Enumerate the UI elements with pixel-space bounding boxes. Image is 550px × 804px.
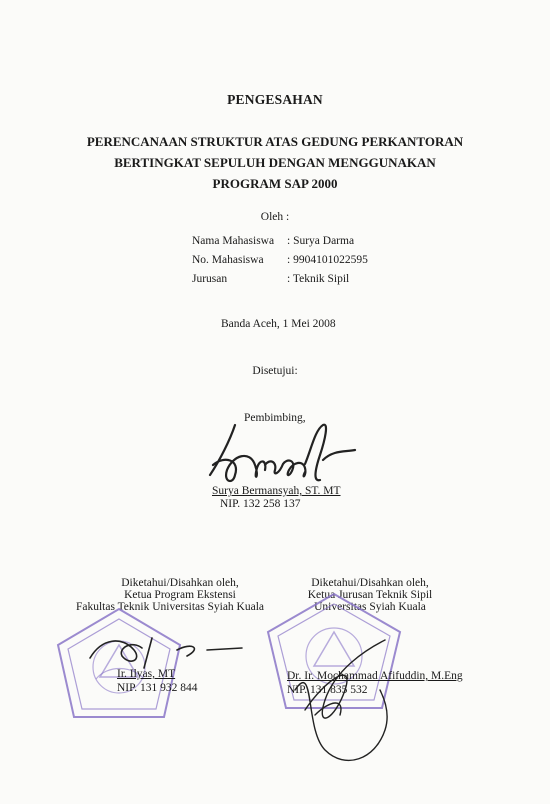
left-signatory-name: Ir. Ilyas, MT [117,668,176,680]
right-signatory-name: Dr. Ir. Mochammad Afifuddin, M.Eng [287,670,463,682]
thesis-title-line: BERTINGKAT SEPULUH DENGAN MENGGUNAKAN [114,155,436,170]
info-value: : 9904101022595 [287,254,368,266]
left-signature [82,628,252,673]
info-value: : Teknik Sipil [287,273,350,285]
right-line3: Universitas Syiah Kuala [314,601,426,613]
info-row [192,254,368,273]
supervisor-signature [205,420,365,495]
left-signatory-nip: NIP. 131 932 844 [117,682,198,694]
right-line1: Diketahui/Disahkan oleh, [311,577,429,589]
supervisor-name: Surya Bermansyah, ST. MT [212,485,341,497]
right-signatory-nip: NIP. 131 835 532 [287,684,368,696]
info-row [192,273,368,292]
supervisor-role: Pembimbing, [244,412,306,424]
thesis-title-line: PERENCANAAN STRUKTUR ATAS GEDUNG PERKANTORAN [86,134,464,149]
left-line2: Ketua Program Ekstensi [124,589,236,601]
info-value: : Surya Darma [287,235,355,247]
left-line1: Diketahui/Disahkan oleh, [121,577,239,589]
info-key: No. Mahasiswa [192,254,264,266]
right-signature [285,620,425,780]
right-line2: Ketua Jurusan Teknik Sipil [307,589,433,601]
info-key: Nama Mahasiswa [192,235,275,247]
by-label: Oleh : [260,211,290,223]
place-date: Banda Aceh, 1 Mei 2008 [221,318,336,330]
thesis-title-line: PROGRAM SAP 2000 [212,176,338,191]
supervisor-nip: NIP. 132 258 137 [220,498,301,510]
approved-label: Disetujui: [252,365,298,377]
info-key: Jurusan [192,273,228,285]
thesis-title [0,131,550,194]
student-info [192,235,368,292]
left-line3: Fakultas Teknik Universitas Syiah Kuala [75,601,265,613]
page-title: PENGESAHAN [227,92,323,107]
info-row [192,235,368,254]
